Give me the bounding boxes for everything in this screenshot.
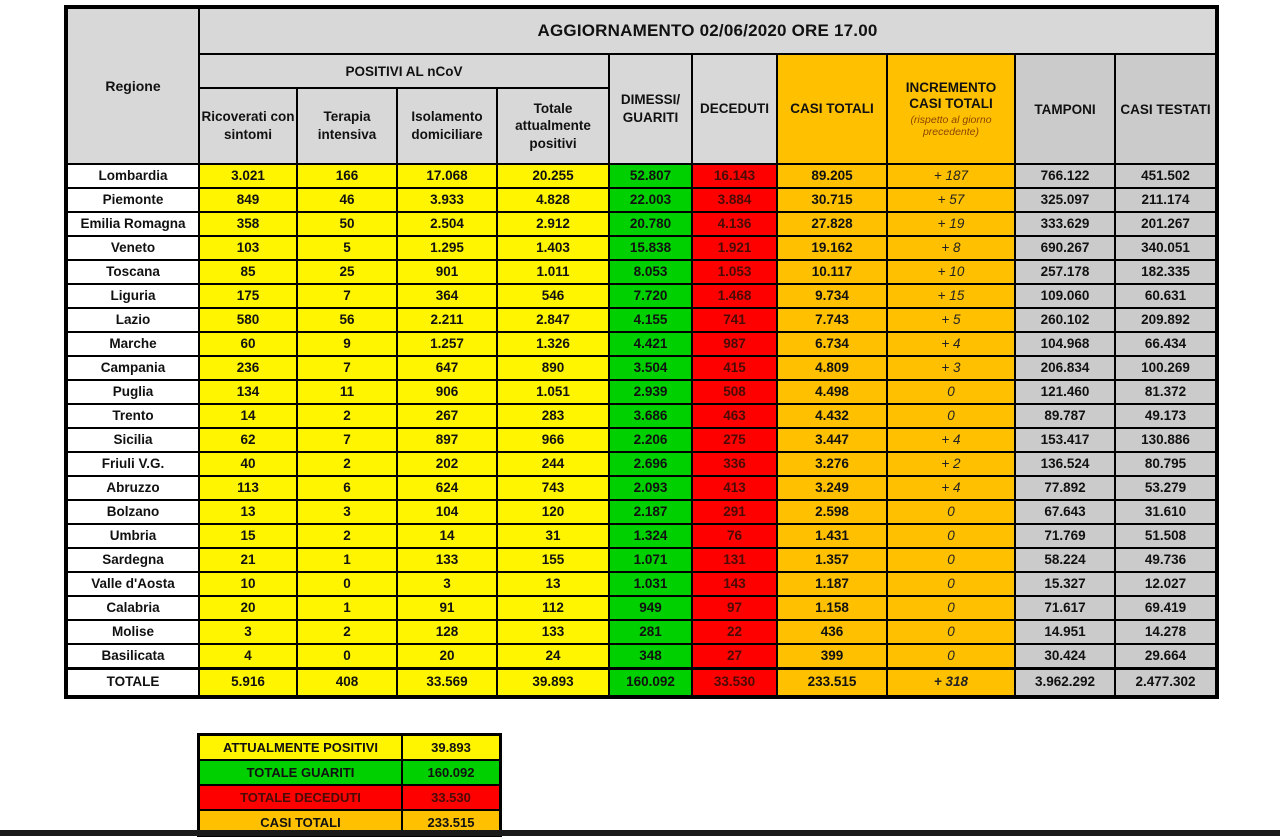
legend-row-totale-guariti <box>199 760 501 785</box>
cell-region-name: Marche <box>66 332 199 356</box>
cell-isolamento-value: 2.504 <box>397 212 497 236</box>
cell-tamponi-value: 89.787 <box>1015 404 1115 428</box>
table-row <box>66 500 1217 524</box>
cell-dimessi-guariti-value: 15.838 <box>609 236 692 260</box>
cell-tamponi-value: 104.968 <box>1015 332 1115 356</box>
cell-dimessi-guariti-value: 2.939 <box>609 380 692 404</box>
cell-ricoverati-value: 20 <box>199 596 297 620</box>
cell-dimessi-guariti-value: 4.421 <box>609 332 692 356</box>
cell-incremento-value: + 4 <box>887 476 1015 500</box>
cell-totale-positivi-value: 20.255 <box>497 164 609 188</box>
cell-region-name: Sardegna <box>66 548 199 572</box>
cell-totale-positivi-value: 546 <box>497 284 609 308</box>
cell-incremento-value: 0 <box>887 596 1015 620</box>
cell-casi-testati-value: 81.372 <box>1115 380 1217 404</box>
table-row <box>66 644 1217 668</box>
cell-casi-totali-value: 4.432 <box>777 404 887 428</box>
cell-casi-totali-value: 2.598 <box>777 500 887 524</box>
deceduti-header: DECEDUTI <box>692 54 777 164</box>
cell-deceduti-value: 275 <box>692 428 777 452</box>
cell-casi-testati-value: 49.173 <box>1115 404 1217 428</box>
table-row <box>66 596 1217 620</box>
cell-terapia-value: 0 <box>297 572 397 596</box>
cell-terapia-value: 7 <box>297 284 397 308</box>
cell-terapia-value: 11 <box>297 380 397 404</box>
cell-isolamento-value: 91 <box>397 596 497 620</box>
cell-ricoverati-value: 849 <box>199 188 297 212</box>
cell-terapia-value: 2 <box>297 404 397 428</box>
cell-casi-testati-value: 66.434 <box>1115 332 1217 356</box>
cell-tamponi-value: 15.327 <box>1015 572 1115 596</box>
cell-terapia-value: 1 <box>297 596 397 620</box>
cell-dimessi-guariti-value: 160.092 <box>609 668 692 697</box>
cell-ricoverati-value: 580 <box>199 308 297 332</box>
total-row <box>66 668 1217 697</box>
cell-region-name: Calabria <box>66 596 199 620</box>
cell-tamponi-value: 67.643 <box>1015 500 1115 524</box>
cell-isolamento-value: 33.569 <box>397 668 497 697</box>
cell-terapia-value: 7 <box>297 356 397 380</box>
table-row <box>66 236 1217 260</box>
cell-casi-testati-value: 31.610 <box>1115 500 1217 524</box>
cell-terapia-value: 25 <box>297 260 397 284</box>
cell-region-name: Puglia <box>66 380 199 404</box>
cell-casi-totali-value: 27.828 <box>777 212 887 236</box>
cell-isolamento-value: 647 <box>397 356 497 380</box>
cell-casi-testati-value: 80.795 <box>1115 452 1217 476</box>
table-row <box>66 284 1217 308</box>
cell-dimessi-guariti-value: 3.504 <box>609 356 692 380</box>
cell-casi-testati-value: 340.051 <box>1115 236 1217 260</box>
cell-casi-totali-value: 6.734 <box>777 332 887 356</box>
cell-terapia-value: 7 <box>297 428 397 452</box>
cell-totale-positivi-value: 4.828 <box>497 188 609 212</box>
table-row <box>66 308 1217 332</box>
cell-dimessi-guariti-value: 2.206 <box>609 428 692 452</box>
cell-ricoverati-value: 21 <box>199 548 297 572</box>
cell-casi-testati-value: 60.631 <box>1115 284 1217 308</box>
cell-totale-positivi-value: 244 <box>497 452 609 476</box>
cell-terapia-value: 6 <box>297 476 397 500</box>
legend-row-totale-deceduti <box>199 785 501 810</box>
cell-incremento-value: + 187 <box>887 164 1015 188</box>
incremento-header-note: (rispetto al giorno precedente) <box>910 114 992 139</box>
cell-incremento-value: 0 <box>887 572 1015 596</box>
legend-label: CASI TOTALI <box>199 810 403 836</box>
cell-dimessi-guariti-value: 20.780 <box>609 212 692 236</box>
cell-casi-testati-value: 53.279 <box>1115 476 1217 500</box>
cell-totale-positivi-value: 13 <box>497 572 609 596</box>
positivi-group-header: POSITIVI AL nCoV <box>199 54 609 88</box>
cell-region-name: Toscana <box>66 260 199 284</box>
cell-terapia-value: 2 <box>297 524 397 548</box>
cell-dimessi-guariti-value: 1.071 <box>609 548 692 572</box>
cell-dimessi-guariti-value: 3.686 <box>609 404 692 428</box>
cell-terapia-value: 166 <box>297 164 397 188</box>
cell-deceduti-value: 3.884 <box>692 188 777 212</box>
cell-casi-totali-value: 30.715 <box>777 188 887 212</box>
cell-casi-testati-value: 2.477.302 <box>1115 668 1217 697</box>
cell-region-name: Basilicata <box>66 644 199 668</box>
cell-isolamento-value: 906 <box>397 380 497 404</box>
cell-totale-positivi-value: 1.051 <box>497 380 609 404</box>
cell-tamponi-value: 153.417 <box>1015 428 1115 452</box>
table-row <box>66 332 1217 356</box>
dimessi-guariti-header: DIMESSI/ GUARITI <box>609 54 692 164</box>
casi-totali-header: CASI TOTALI <box>777 54 887 164</box>
cell-ricoverati-value: 13 <box>199 500 297 524</box>
cell-incremento-value: + 57 <box>887 188 1015 212</box>
group-header-row <box>66 54 1217 88</box>
cell-region-name: Piemonte <box>66 188 199 212</box>
cell-tamponi-value: 71.769 <box>1015 524 1115 548</box>
cell-ricoverati-value: 5.916 <box>199 668 297 697</box>
cell-casi-testati-value: 451.502 <box>1115 164 1217 188</box>
cell-casi-totali-value: 436 <box>777 620 887 644</box>
table-row <box>66 356 1217 380</box>
cell-totale-positivi-value: 155 <box>497 548 609 572</box>
cell-deceduti-value: 336 <box>692 452 777 476</box>
cell-casi-totali-value: 89.205 <box>777 164 887 188</box>
cell-isolamento-value: 14 <box>397 524 497 548</box>
cell-incremento-value: 0 <box>887 620 1015 644</box>
cell-tamponi-value: 260.102 <box>1015 308 1115 332</box>
table-row <box>66 260 1217 284</box>
cell-tamponi-value: 58.224 <box>1015 548 1115 572</box>
cell-ricoverati-value: 4 <box>199 644 297 668</box>
cell-deceduti-value: 131 <box>692 548 777 572</box>
legend-label: TOTALE DECEDUTI <box>199 785 403 810</box>
cell-terapia-value: 1 <box>297 548 397 572</box>
cell-tamponi-value: 333.629 <box>1015 212 1115 236</box>
legend-label: ATTUALMENTE POSITIVI <box>199 735 403 761</box>
cell-dimessi-guariti-value: 949 <box>609 596 692 620</box>
cell-totale-positivi-value: 1.403 <box>497 236 609 260</box>
cell-region-name: Valle d'Aosta <box>66 572 199 596</box>
table-row <box>66 212 1217 236</box>
cell-region-name: Liguria <box>66 284 199 308</box>
cell-region-name: Umbria <box>66 524 199 548</box>
cell-deceduti-value: 508 <box>692 380 777 404</box>
cell-deceduti-value: 27 <box>692 644 777 668</box>
cell-ricoverati-value: 15 <box>199 524 297 548</box>
cell-deceduti-value: 1.921 <box>692 236 777 260</box>
cell-deceduti-value: 987 <box>692 332 777 356</box>
cell-region-name: Lazio <box>66 308 199 332</box>
cell-ricoverati-value: 113 <box>199 476 297 500</box>
cell-region-name: Bolzano <box>66 500 199 524</box>
cell-deceduti-value: 33.530 <box>692 668 777 697</box>
cell-terapia-value: 50 <box>297 212 397 236</box>
cell-casi-totali-value: 3.447 <box>777 428 887 452</box>
cell-isolamento-value: 901 <box>397 260 497 284</box>
cell-isolamento-value: 128 <box>397 620 497 644</box>
cell-ricoverati-value: 175 <box>199 284 297 308</box>
cell-incremento-value: + 318 <box>887 668 1015 697</box>
cell-tamponi-value: 136.524 <box>1015 452 1115 476</box>
cell-dimessi-guariti-value: 348 <box>609 644 692 668</box>
cell-tamponi-value: 206.834 <box>1015 356 1115 380</box>
cell-tamponi-value: 3.962.292 <box>1015 668 1115 697</box>
cell-isolamento-value: 1.295 <box>397 236 497 260</box>
casi-testati-header: CASI TESTATI <box>1115 54 1217 164</box>
cell-tamponi-value: 690.267 <box>1015 236 1115 260</box>
cell-casi-totali-value: 1.187 <box>777 572 887 596</box>
cell-dimessi-guariti-value: 52.807 <box>609 164 692 188</box>
cell-incremento-value: + 10 <box>887 260 1015 284</box>
cell-dimessi-guariti-value: 2.187 <box>609 500 692 524</box>
cell-terapia-value: 0 <box>297 644 397 668</box>
cell-dimessi-guariti-value: 281 <box>609 620 692 644</box>
cell-tamponi-value: 14.951 <box>1015 620 1115 644</box>
cell-casi-totali-value: 4.498 <box>777 380 887 404</box>
cell-deceduti-value: 1.468 <box>692 284 777 308</box>
cell-casi-testati-value: 100.269 <box>1115 356 1217 380</box>
cell-ricoverati-value: 103 <box>199 236 297 260</box>
table-row <box>66 404 1217 428</box>
cell-incremento-value: + 19 <box>887 212 1015 236</box>
cell-deceduti-value: 413 <box>692 476 777 500</box>
table-row <box>66 572 1217 596</box>
cell-ricoverati-value: 40 <box>199 452 297 476</box>
cell-terapia-value: 56 <box>297 308 397 332</box>
terapia-header: Terapia intensiva <box>297 88 397 164</box>
cell-casi-totali-value: 19.162 <box>777 236 887 260</box>
cell-tamponi-value: 30.424 <box>1015 644 1115 668</box>
incremento-header-label: INCREMENTO CASI TOTALI <box>905 79 997 112</box>
cell-incremento-value: 0 <box>887 500 1015 524</box>
cell-tamponi-value: 257.178 <box>1015 260 1115 284</box>
cell-isolamento-value: 202 <box>397 452 497 476</box>
cell-totale-positivi-value: 133 <box>497 620 609 644</box>
cell-totale-positivi-value: 120 <box>497 500 609 524</box>
incremento-header <box>887 54 1015 164</box>
cell-dimessi-guariti-value: 8.053 <box>609 260 692 284</box>
cell-totale-positivi-value: 890 <box>497 356 609 380</box>
totale-positivi-header: Totale attualmente positivi <box>497 88 609 164</box>
cell-terapia-value: 3 <box>297 500 397 524</box>
cell-tamponi-value: 71.617 <box>1015 596 1115 620</box>
covid-region-table <box>64 5 1219 699</box>
cell-casi-totali-value: 1.158 <box>777 596 887 620</box>
cell-region-name: TOTALE <box>66 668 199 697</box>
cell-dimessi-guariti-value: 2.696 <box>609 452 692 476</box>
table-row <box>66 524 1217 548</box>
cell-casi-totali-value: 3.249 <box>777 476 887 500</box>
cell-ricoverati-value: 62 <box>199 428 297 452</box>
cell-isolamento-value: 2.211 <box>397 308 497 332</box>
cell-ricoverati-value: 3 <box>199 620 297 644</box>
cell-casi-testati-value: 182.335 <box>1115 260 1217 284</box>
cell-isolamento-value: 133 <box>397 548 497 572</box>
cell-deceduti-value: 76 <box>692 524 777 548</box>
cell-dimessi-guariti-value: 7.720 <box>609 284 692 308</box>
table-row <box>66 452 1217 476</box>
cell-region-name: Molise <box>66 620 199 644</box>
cell-terapia-value: 2 <box>297 452 397 476</box>
cell-isolamento-value: 104 <box>397 500 497 524</box>
cell-casi-testati-value: 51.508 <box>1115 524 1217 548</box>
cell-casi-totali-value: 7.743 <box>777 308 887 332</box>
cell-casi-totali-value: 233.515 <box>777 668 887 697</box>
cell-incremento-value: 0 <box>887 404 1015 428</box>
cell-incremento-value: + 8 <box>887 236 1015 260</box>
cell-region-name: Friuli V.G. <box>66 452 199 476</box>
table-row <box>66 188 1217 212</box>
cell-totale-positivi-value: 1.326 <box>497 332 609 356</box>
cell-incremento-value: + 2 <box>887 452 1015 476</box>
cell-isolamento-value: 17.068 <box>397 164 497 188</box>
cell-region-name: Sicilia <box>66 428 199 452</box>
cell-ricoverati-value: 60 <box>199 332 297 356</box>
cell-casi-testati-value: 211.174 <box>1115 188 1217 212</box>
cell-incremento-value: 0 <box>887 548 1015 572</box>
cell-terapia-value: 46 <box>297 188 397 212</box>
cell-incremento-value: 0 <box>887 380 1015 404</box>
cell-casi-testati-value: 69.419 <box>1115 596 1217 620</box>
cell-incremento-value: 0 <box>887 524 1015 548</box>
cell-totale-positivi-value: 1.011 <box>497 260 609 284</box>
regione-header: Regione <box>66 7 199 164</box>
legend-value: 160.092 <box>402 760 501 785</box>
legend-label: TOTALE GUARITI <box>199 760 403 785</box>
cell-incremento-value: 0 <box>887 644 1015 668</box>
cell-isolamento-value: 3.933 <box>397 188 497 212</box>
cell-dimessi-guariti-value: 4.155 <box>609 308 692 332</box>
cell-ricoverati-value: 134 <box>199 380 297 404</box>
table-body <box>66 164 1217 697</box>
legend-value: 39.893 <box>402 735 501 761</box>
table-row <box>66 380 1217 404</box>
cell-casi-totali-value: 1.357 <box>777 548 887 572</box>
cell-region-name: Lombardia <box>66 164 199 188</box>
cell-deceduti-value: 4.136 <box>692 212 777 236</box>
cell-dimessi-guariti-value: 1.324 <box>609 524 692 548</box>
cell-ricoverati-value: 85 <box>199 260 297 284</box>
cell-ricoverati-value: 14 <box>199 404 297 428</box>
cell-casi-totali-value: 4.809 <box>777 356 887 380</box>
cell-isolamento-value: 897 <box>397 428 497 452</box>
cell-deceduti-value: 22 <box>692 620 777 644</box>
cell-casi-testati-value: 12.027 <box>1115 572 1217 596</box>
cell-totale-positivi-value: 966 <box>497 428 609 452</box>
cell-incremento-value: + 5 <box>887 308 1015 332</box>
cell-ricoverati-value: 10 <box>199 572 297 596</box>
cell-deceduti-value: 143 <box>692 572 777 596</box>
cell-dimessi-guariti-value: 22.003 <box>609 188 692 212</box>
bottom-border-bar <box>0 830 1280 836</box>
isolamento-header: Isolamento domiciliare <box>397 88 497 164</box>
cell-incremento-value: + 15 <box>887 284 1015 308</box>
cell-casi-totali-value: 399 <box>777 644 887 668</box>
cell-terapia-value: 9 <box>297 332 397 356</box>
cell-totale-positivi-value: 2.912 <box>497 212 609 236</box>
cell-casi-testati-value: 130.886 <box>1115 428 1217 452</box>
cell-isolamento-value: 624 <box>397 476 497 500</box>
cell-isolamento-value: 267 <box>397 404 497 428</box>
cell-isolamento-value: 364 <box>397 284 497 308</box>
cell-deceduti-value: 97 <box>692 596 777 620</box>
cell-deceduti-value: 1.053 <box>692 260 777 284</box>
cell-deceduti-value: 741 <box>692 308 777 332</box>
title-row <box>66 7 1217 54</box>
table-row <box>66 164 1217 188</box>
cell-deceduti-value: 16.143 <box>692 164 777 188</box>
cell-ricoverati-value: 3.021 <box>199 164 297 188</box>
cell-region-name: Abruzzo <box>66 476 199 500</box>
legend-value: 33.530 <box>402 785 501 810</box>
cell-deceduti-value: 463 <box>692 404 777 428</box>
cell-incremento-value: + 4 <box>887 428 1015 452</box>
cell-totale-positivi-value: 112 <box>497 596 609 620</box>
cell-tamponi-value: 325.097 <box>1015 188 1115 212</box>
cell-casi-testati-value: 29.664 <box>1115 644 1217 668</box>
cell-ricoverati-value: 358 <box>199 212 297 236</box>
cell-tamponi-value: 121.460 <box>1015 380 1115 404</box>
cell-deceduti-value: 415 <box>692 356 777 380</box>
legend-row-attualmente-positivi <box>199 735 501 761</box>
cell-totale-positivi-value: 283 <box>497 404 609 428</box>
cell-totale-positivi-value: 24 <box>497 644 609 668</box>
legend-value: 233.515 <box>402 810 501 836</box>
cell-casi-totali-value: 10.117 <box>777 260 887 284</box>
cell-incremento-value: + 3 <box>887 356 1015 380</box>
cell-region-name: Emilia Romagna <box>66 212 199 236</box>
cell-totale-positivi-value: 2.847 <box>497 308 609 332</box>
cell-casi-testati-value: 209.892 <box>1115 308 1217 332</box>
ricoverati-header: Ricoverati con sintomi <box>199 88 297 164</box>
page-title: AGGIORNAMENTO 02/06/2020 ORE 17.00 <box>199 7 1217 54</box>
cell-isolamento-value: 1.257 <box>397 332 497 356</box>
cell-totale-positivi-value: 31 <box>497 524 609 548</box>
cell-ricoverati-value: 236 <box>199 356 297 380</box>
table-row <box>66 548 1217 572</box>
cell-region-name: Trento <box>66 404 199 428</box>
cell-terapia-value: 408 <box>297 668 397 697</box>
cell-terapia-value: 5 <box>297 236 397 260</box>
cell-totale-positivi-value: 743 <box>497 476 609 500</box>
cell-region-name: Veneto <box>66 236 199 260</box>
tamponi-header: TAMPONI <box>1015 54 1115 164</box>
cell-incremento-value: + 4 <box>887 332 1015 356</box>
cell-casi-testati-value: 49.736 <box>1115 548 1217 572</box>
cell-casi-totali-value: 1.431 <box>777 524 887 548</box>
cell-totale-positivi-value: 39.893 <box>497 668 609 697</box>
cell-terapia-value: 2 <box>297 620 397 644</box>
cell-dimessi-guariti-value: 1.031 <box>609 572 692 596</box>
cell-deceduti-value: 291 <box>692 500 777 524</box>
cell-casi-totali-value: 3.276 <box>777 452 887 476</box>
cell-dimessi-guariti-value: 2.093 <box>609 476 692 500</box>
table-row <box>66 476 1217 500</box>
cell-tamponi-value: 77.892 <box>1015 476 1115 500</box>
cell-casi-testati-value: 201.267 <box>1115 212 1217 236</box>
cell-isolamento-value: 20 <box>397 644 497 668</box>
cell-region-name: Campania <box>66 356 199 380</box>
cell-tamponi-value: 766.122 <box>1015 164 1115 188</box>
legend-table <box>197 733 502 837</box>
cell-casi-testati-value: 14.278 <box>1115 620 1217 644</box>
cell-isolamento-value: 3 <box>397 572 497 596</box>
table-row <box>66 620 1217 644</box>
cell-tamponi-value: 109.060 <box>1015 284 1115 308</box>
table-row <box>66 428 1217 452</box>
cell-casi-totali-value: 9.734 <box>777 284 887 308</box>
